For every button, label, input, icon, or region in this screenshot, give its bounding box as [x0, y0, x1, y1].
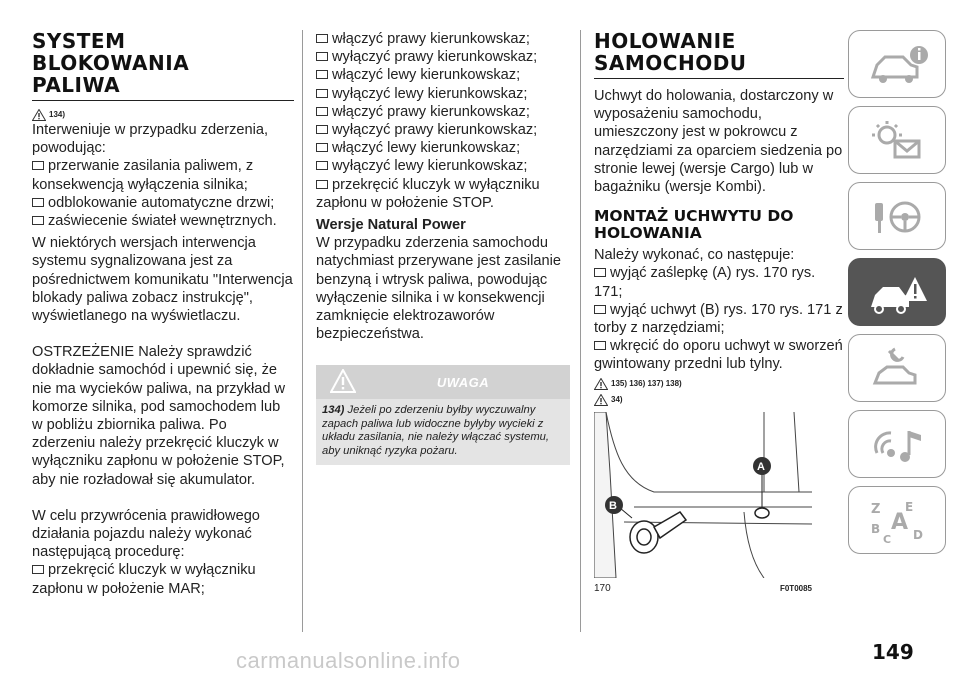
list-item: przekręcić kluczyk w wyłączniku zapłonu w położenie MAR;: [32, 562, 256, 597]
intro-text: Interweniuje w przypadku zderzenia, powodując:: [32, 122, 269, 157]
bullet-box-icon: [32, 565, 44, 574]
chapter-tabs: [848, 30, 960, 562]
wrench-car-icon: [869, 347, 929, 391]
section-title-fuel-cutoff: SYSTEM BLOKOWANIA PALIWA: [32, 29, 190, 97]
tab-maintenance[interactable]: [848, 334, 946, 402]
title-rule: [32, 100, 294, 101]
bullet-box-icon: [32, 161, 44, 170]
figure-caption: [594, 580, 812, 598]
bullet-box-icon: [316, 161, 328, 170]
warning-triangle-icon: [594, 378, 608, 390]
list-item: przekręcić kluczyk w wyłączniku zapłonu w położenie STOP.: [316, 176, 540, 211]
bullet-box-icon: [316, 70, 328, 79]
warning-box: [316, 365, 570, 465]
paragraph: W niektórych wersjach interwencja systemu sygnalizowana jest za pośrednictwem komunikatu "Interwencja blokady paliwa zobacz instrukcję", wyświetlanego na wyświetlaczu.: [32, 235, 293, 325]
car-info-icon: [869, 43, 929, 87]
warning-refs: 135) 136) 137) 138): [594, 378, 844, 390]
note-refs: 34): [594, 394, 844, 406]
list-item: zaświecenie świateł wewnętrznych.: [32, 212, 294, 230]
svg-text:D: D: [913, 528, 923, 542]
bullet-box-icon: [594, 268, 606, 277]
paragraph: W przypadku zderzenia samochodu natychmiast przerywane jest zasilanie benzyną i wtrysk paliwa, powodując wyłączenie silnika i w konsekwencji zamknięcie elektrozaworów bezpieczeństwa.: [316, 235, 561, 343]
list-item: wyłączyć prawy kierunkowskaz;: [316, 48, 570, 66]
title-rule: [594, 78, 844, 79]
paragraph: W celu przywrócenia prawidłowego działania pojazdu należy wykonać następującą procedurę:: [32, 507, 260, 561]
list-item: wyłączyć prawy kierunkowskaz;: [316, 121, 570, 139]
tab-warning-lights[interactable]: [848, 106, 946, 174]
tab-multimedia[interactable]: [848, 410, 946, 478]
tab-emergency[interactable]: [848, 258, 946, 326]
list-item: odblokowanie automatyczne drzwi;: [32, 194, 294, 212]
figure-label-a: A: [757, 460, 765, 473]
list-item: wyłączyć lewy kierunkowskaz;: [316, 85, 570, 103]
caution-triangle-icon: [594, 394, 608, 406]
subsection-title-mounting: MONTAŻ UCHWYTU DO HOLOWANIA: [594, 207, 794, 243]
watermark: carmanualsonline.info: [236, 648, 461, 673]
tow-hook-illustration: [594, 412, 812, 578]
bullet-box-icon: [32, 198, 44, 207]
subheading-natural-power: Wersje Natural Power: [316, 217, 466, 234]
warning-body: 134) Jeżeli po zderzeniu byłby wyczuwalny zapach paliwa lub widoczne byłyby wycieki z układu zasilania, nie należy włączać systemu, aby uniknąć ryzyka pożaru.: [322, 404, 549, 457]
section-title-towing: HOLOWANIE SAMOCHODU: [594, 29, 747, 75]
svg-text:B: B: [871, 522, 881, 536]
list-item: wyłączyć lewy kierunkowskaz;: [316, 157, 570, 175]
bullet-box-icon: [316, 180, 328, 189]
warning-triangle-icon: [32, 109, 46, 121]
warning-lights-icon: [869, 119, 929, 163]
bullet-box-icon: [316, 125, 328, 134]
warning-header: [316, 365, 570, 399]
svg-text:Z: Z: [871, 502, 881, 517]
list-item: włączyć prawy kierunkowskaz;: [316, 30, 570, 48]
list-item: przerwanie zasilania paliwem, z konsekwencją wyłączenia silnika;: [32, 158, 254, 193]
bullet-box-icon: [316, 34, 328, 43]
figure-number: 170: [594, 582, 611, 594]
bullet-box-icon: [316, 89, 328, 98]
bullet-box-icon: [316, 52, 328, 61]
warning-ref: 134): [32, 109, 294, 121]
svg-text:A: A: [891, 510, 909, 535]
tab-key-steering[interactable]: [848, 182, 946, 250]
list-item: wyjąć uchwyt (B) rys. 170 rys. 171 z torby z narzędziami;: [594, 301, 843, 337]
list-item: włączyć lewy kierunkowskaz;: [316, 139, 570, 157]
figure-tow-hook: [594, 412, 812, 578]
tab-index[interactable]: [848, 486, 946, 554]
warning-label: UWAGA: [436, 375, 490, 391]
list-item: włączyć lewy kierunkowskaz;: [316, 66, 570, 84]
key-steering-icon: [869, 195, 929, 239]
svg-text:C: C: [883, 533, 892, 543]
column-procedure: [316, 30, 570, 465]
tab-car-info[interactable]: [848, 30, 946, 98]
figure-label-b: B: [609, 499, 617, 512]
column-towing: [594, 30, 844, 598]
bullet-box-icon: [316, 107, 328, 116]
intro-text: Należy wykonać, co następuje:: [594, 247, 795, 264]
bullet-box-icon: [594, 305, 606, 314]
page-number: 149: [872, 640, 914, 664]
column-fuel-cutoff: [32, 30, 294, 598]
column-divider: [302, 30, 303, 632]
paragraph: Uchwyt do holowania, dostarczony w wyposażeniu samochodu, umieszczony jest w pokrowcu z narzędziami za oparciem siedzenia po stronie lewej (wersje Cargo) lub w bagażniku (wersje Kombi).: [594, 88, 843, 196]
car-crash-icon: [869, 271, 929, 315]
alphabet-index-icon: [869, 499, 929, 543]
bullet-box-icon: [32, 216, 44, 225]
column-divider: [580, 30, 581, 632]
list-item: wyjąć zaślepkę (A) rys. 170 rys. 171;: [594, 265, 816, 300]
list-item: wkręcić do oporu uchwyt w sworzeń gwintowany przedni lub tylny.: [594, 338, 843, 373]
media-note-icon: [869, 423, 929, 467]
bullet-box-icon: [594, 341, 606, 350]
bullet-box-icon: [316, 143, 328, 152]
svg-text:E: E: [905, 500, 914, 514]
list-item: włączyć prawy kierunkowskaz;: [316, 103, 570, 121]
caution-paragraph: OSTRZEŻENIE Należy sprawdzić dokładnie samochód i upewnić się, że nie ma wycieków paliwa, na przykład w komorze silnika, pod samochodem lub w pobliżu zbiornika paliwa. Po zderzeniu należy przekręcić kluczyk w wyłączniku zapłonu w położenie STOP, aby nie rozładował się akumulator.: [32, 344, 286, 488]
figure-code: F0T0085: [779, 583, 812, 593]
